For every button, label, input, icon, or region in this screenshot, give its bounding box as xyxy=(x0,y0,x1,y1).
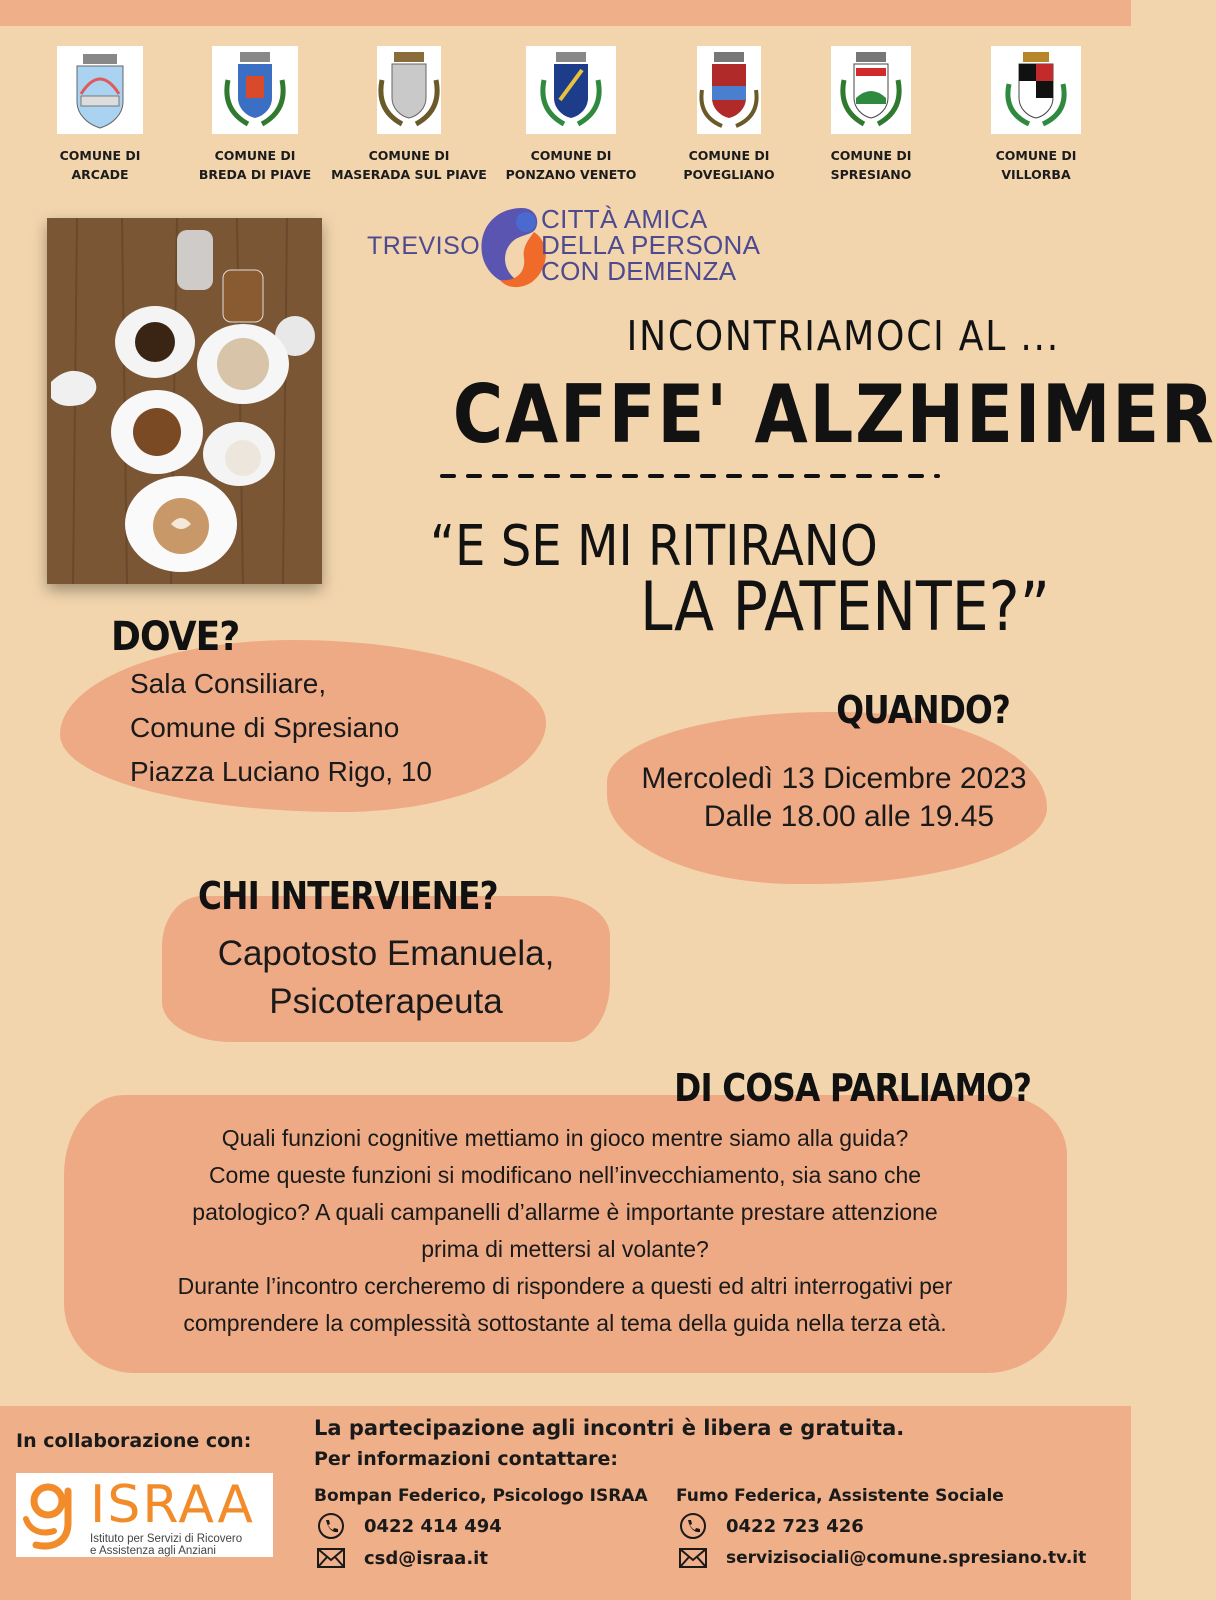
logo-line-2: DELLA PERSONA xyxy=(541,230,761,260)
speaker-name: Capotosto Emanuela, xyxy=(217,934,555,973)
crest-label-line2: SPRESIANO xyxy=(830,167,912,182)
crest-label-line1: COMUNE DI xyxy=(368,148,450,163)
chi-details xyxy=(162,930,610,1026)
contact-intro: Per informazioni contattare: xyxy=(314,1448,619,1470)
question-line-1: “E SE MI RITIRANO xyxy=(430,514,878,579)
israa-logo xyxy=(16,1473,273,1557)
collaboration-label: In collaborazione con: xyxy=(16,1430,252,1452)
crest-spresiano xyxy=(776,46,966,184)
contact1-phone-number[interactable]: 0422 414 494 xyxy=(364,1515,502,1537)
top-band xyxy=(0,0,1131,26)
dementia-friendly-logo-icon xyxy=(476,202,550,290)
crest-label-line2: PONZANO VENETO xyxy=(505,167,637,182)
quando-details xyxy=(616,760,1052,836)
israa-logo-icon xyxy=(20,1479,84,1553)
description-line: Durante l’incontro cercheremo di rispondere a questi ed altri interrogativi per xyxy=(177,1273,953,1299)
mail-icon xyxy=(676,1545,710,1571)
crest-maserada-icon xyxy=(377,46,441,134)
quando-date: Mercoledì 13 Dicembre 2023 xyxy=(641,762,1027,795)
crest-arcade-icon xyxy=(57,46,143,134)
dove-heading: DOVE? xyxy=(111,614,240,660)
crest-breda-icon xyxy=(212,46,298,134)
israa-subtitle xyxy=(90,1533,242,1557)
logo-text xyxy=(541,206,760,284)
description-line: patologico? A quali campanelli d’allarme è importante prestare attenzione xyxy=(192,1199,938,1225)
israa-subtitle-line: e Assistenza agli Anziani xyxy=(90,1545,216,1557)
dashed-divider xyxy=(440,472,940,480)
contact2-phone-number[interactable]: 0422 723 426 xyxy=(726,1515,864,1537)
logo-city: TREVISO xyxy=(367,232,481,260)
dove-line: Sala Consiliare, xyxy=(130,668,327,699)
crest-label-line2: ARCADE xyxy=(71,167,129,182)
dove-line: Piazza Luciano Rigo, 10 xyxy=(130,756,432,787)
crest-label-line1: COMUNE DI xyxy=(830,148,912,163)
speaker-role: Psicoterapeuta xyxy=(269,982,503,1021)
israa-wordmark: ISRAA xyxy=(90,1475,255,1535)
crest-villorba xyxy=(941,46,1131,184)
coffee-photo xyxy=(47,218,322,584)
description-line: Quali funzioni cognitive mettiamo in gioco mentre siamo alla guida? xyxy=(221,1125,909,1151)
crest-povegliano-icon xyxy=(697,46,761,134)
crest-label-line2: VILLORBA xyxy=(1001,167,1071,182)
dove-line: Comune di Spresiano xyxy=(130,712,400,743)
crest-ponzano-icon xyxy=(526,46,616,134)
dicosa-description xyxy=(90,1120,1040,1342)
municipality-crests xyxy=(0,46,1131,186)
contact1-name: Bompan Federico, Psicologo ISRAA xyxy=(314,1486,648,1506)
crest-label-line1: COMUNE DI xyxy=(688,148,770,163)
contact1-email-address[interactable]: csd@israa.it xyxy=(364,1547,488,1569)
dove-address xyxy=(130,662,432,794)
chi-heading: CHI INTERVIENE? xyxy=(198,874,498,918)
description-line: prima di mettersi al volante? xyxy=(421,1236,709,1262)
phone-icon xyxy=(314,1513,348,1539)
description-line: Come queste funzioni si modificano nell’invecchiamento, sia sano che xyxy=(208,1162,922,1188)
participation-note: La partecipazione agli incontri è libera e gratuita. xyxy=(314,1416,905,1440)
crest-label-line1: COMUNE DI xyxy=(59,148,141,163)
dicosa-heading: DI COSA PARLIAMO? xyxy=(674,1066,1032,1110)
contact2-email-address[interactable]: servizisociali@comune.spresiano.tv.it xyxy=(726,1548,1087,1568)
contact2-email[interactable] xyxy=(676,1545,1086,1571)
crest-label-line1: COMUNE DI xyxy=(214,148,296,163)
crest-label-line2: BREDA DI PIAVE xyxy=(198,167,312,182)
contact1-email[interactable] xyxy=(314,1545,488,1571)
crest-label-line1: COMUNE DI xyxy=(530,148,612,163)
quando-heading: QUANDO? xyxy=(836,688,1010,732)
crest-label-line2: POVEGLIANO xyxy=(683,167,775,182)
crest-label-line2: MASERADA SUL PIAVE xyxy=(331,167,487,182)
title-intro: INCONTRIAMOCI AL ... xyxy=(626,312,1060,360)
contact2-name: Fumo Federica, Assistente Sociale xyxy=(676,1486,1004,1506)
phone-icon xyxy=(676,1513,710,1539)
logo-line-1: CITTÀ AMICA xyxy=(541,204,708,234)
crest-villorba-icon xyxy=(991,46,1081,134)
crest-spresiano-icon xyxy=(831,46,911,134)
description-line: comprendere la complessità sottostante al tema della guida nella terza età. xyxy=(183,1310,947,1336)
mail-icon xyxy=(314,1545,348,1571)
title-main: CAFFE' ALZHEIMER xyxy=(452,368,1216,461)
contact1-phone[interactable] xyxy=(314,1513,502,1539)
contact2-phone[interactable] xyxy=(676,1513,864,1539)
crest-label-line1: COMUNE DI xyxy=(995,148,1077,163)
logo-line-3: CON DEMENZA xyxy=(541,256,737,286)
israa-subtitle-line: Istituto per Servizi di Ricovero xyxy=(90,1533,243,1545)
quando-time: Dalle 18.00 alle 19.45 xyxy=(703,800,995,833)
question-line-2: LA PATENTE?” xyxy=(640,568,1050,647)
